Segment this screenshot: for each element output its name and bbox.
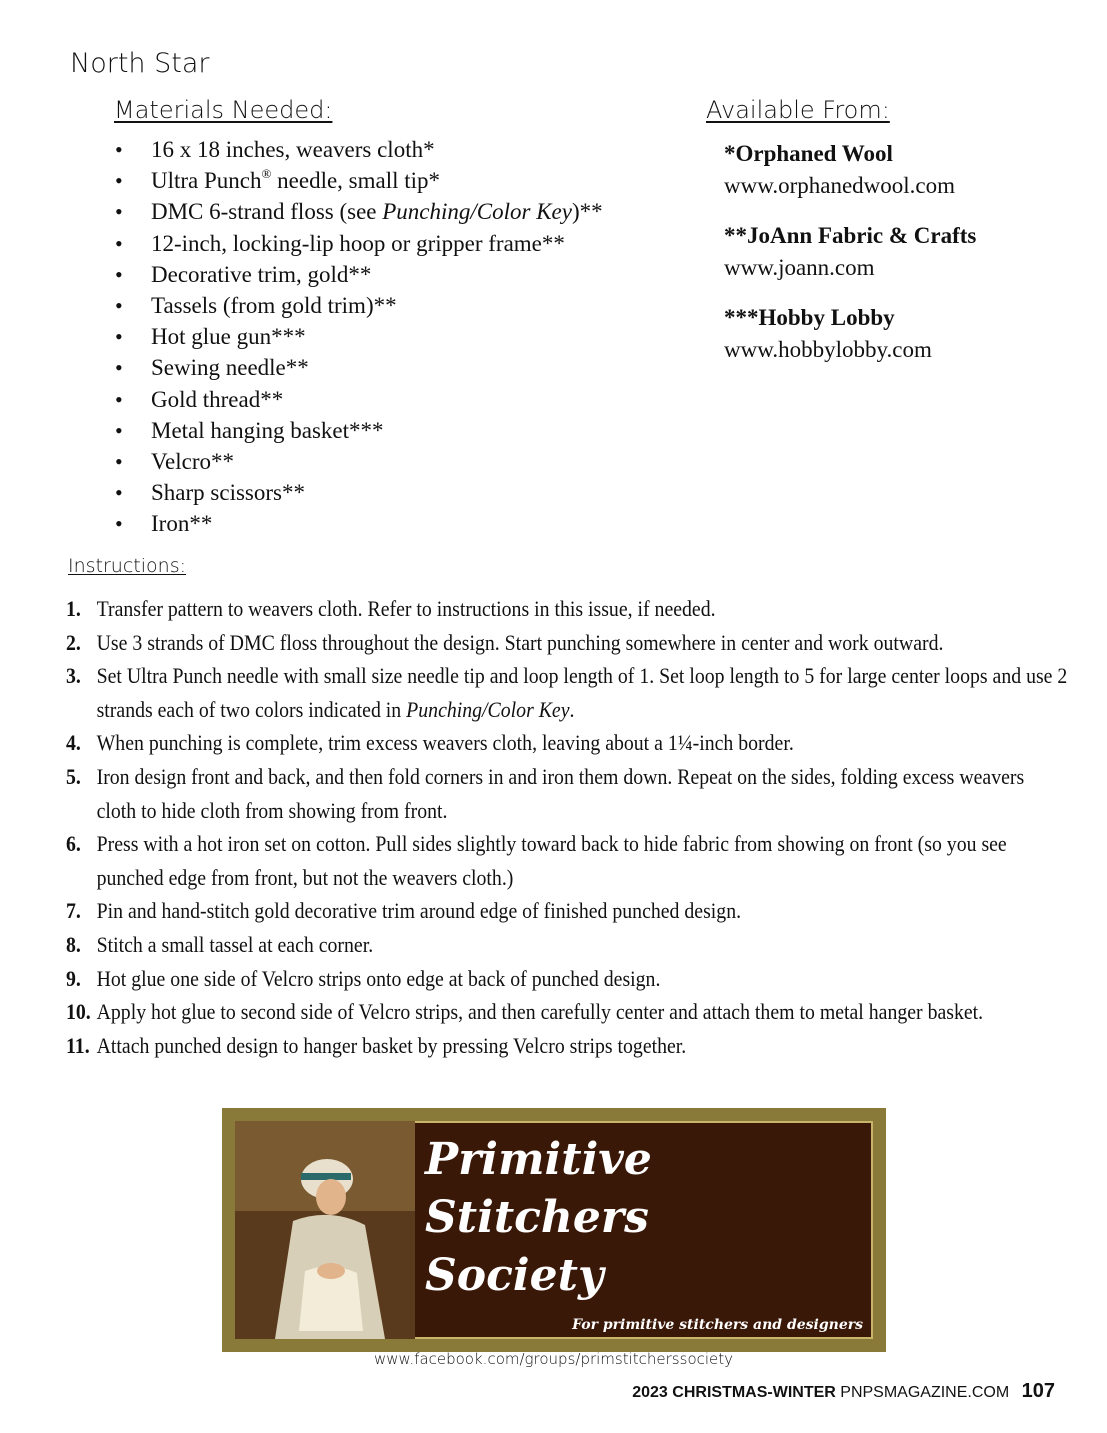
instruction-step: 1. Transfer pattern to weavers cloth. Refer to instructions in this issue, if needed. (66, 596, 716, 621)
list-item: • Decorative trim, gold** (114, 259, 603, 290)
list-item: • Metal hanging basket*** (114, 415, 603, 446)
materials-heading: Materials Needed: (114, 96, 333, 124)
list-item: • Ultra Punch® needle, small tip* (114, 165, 603, 196)
source-url[interactable]: www.orphanedwool.com (724, 173, 956, 198)
list-item: • Iron** (114, 508, 603, 539)
banner-tagline: For primitive stitchers and designers (572, 1317, 863, 1333)
source-hobby-lobby (724, 302, 976, 366)
facebook-link[interactable]: www.facebook.com/groups/primstitcherssociety (373, 1350, 734, 1368)
list-item: • 12-inch, locking-lip hoop or gripper frame** (114, 228, 603, 259)
instruction-step: 6. Press with a hot iron set on cotton. Pull sides slightly toward back to hide fabric from showing on front (so you see punched edge from front, but not the weavers cloth.) (66, 831, 1007, 890)
society-banner[interactable] (222, 1108, 886, 1352)
source-name: ***Hobby Lobby (724, 305, 895, 330)
page-title: North Star (70, 48, 210, 79)
list-item: • Tassels (from gold trim)** (114, 290, 603, 321)
source-url[interactable]: www.joann.com (724, 255, 875, 280)
source-orphaned-wool (724, 138, 976, 202)
instruction-step: 5. Iron design front and back, and then fold corners in and iron them down. Repeat on the sides, folding excess weavers cloth to hide cloth from showing from front. (66, 763, 1025, 823)
site-label: PNPSMAGAZINE.COM (840, 1384, 1010, 1401)
list-item: • DMC 6-strand floss (see Punching/Color Key)** (114, 196, 603, 227)
instruction-step: 3. Set Ultra Punch needle with small size needle tip and loop length of 1. Set loop length to 5 for large center loops and use 2 strands each of two colors indicated in Punching/Color Key. (66, 663, 1068, 722)
available-heading: Available From: (706, 96, 890, 124)
list-item: • 16 x 18 inches, weavers cloth* (114, 134, 603, 165)
instructions-heading: Instructions: (68, 555, 186, 577)
instruction-step: 7. Pin and hand-stitch gold decorative trim around edge of finished punched design. (66, 898, 742, 924)
source-name: *Orphaned Wool (724, 141, 893, 166)
source-url[interactable]: www.hobbylobby.com (724, 337, 932, 362)
instructions-list (66, 592, 1068, 1062)
list-item: • Sharp scissors** (114, 477, 603, 508)
source-name: **JoAnn Fabric & Crafts (724, 223, 977, 248)
instruction-step: 9. Hot glue one side of Velcro strips onto edge at back of punched design. (66, 965, 661, 991)
instruction-step: 2. Use 3 strands of DMC floss throughout the design. Start punching somewhere in center and work outward. (66, 629, 944, 655)
instruction-step: 10. Apply hot glue to second side of Velcro strips, and then carefully center and attach them to metal hanger basket. (66, 999, 984, 1025)
issue-label: 2023 CHRISTMAS-WINTER (632, 1384, 836, 1401)
instruction-step: 4. When punching is complete, trim excess weavers cloth, leaving about a 1¼-inch border. (66, 730, 794, 756)
source-joann (724, 220, 976, 284)
banner-title: Primitive Stitchers Society (425, 1134, 652, 1301)
list-item: • Hot glue gun*** (114, 321, 603, 352)
list-item: • Velcro** (114, 446, 603, 477)
page-number: 107 (1021, 1380, 1055, 1402)
instruction-step: 8. Stitch a small tassel at each corner. (66, 931, 374, 957)
list-item: • Gold thread** (114, 384, 603, 415)
materials-list (114, 134, 603, 539)
instruction-step: 11. Attach punched design to hanger basket by pressing Velcro strips together. (66, 1032, 687, 1058)
sources-list (724, 138, 976, 384)
page-footer (632, 1380, 1055, 1403)
list-item: • Sewing needle** (114, 352, 603, 383)
stitching-woman-painting (235, 1121, 415, 1339)
